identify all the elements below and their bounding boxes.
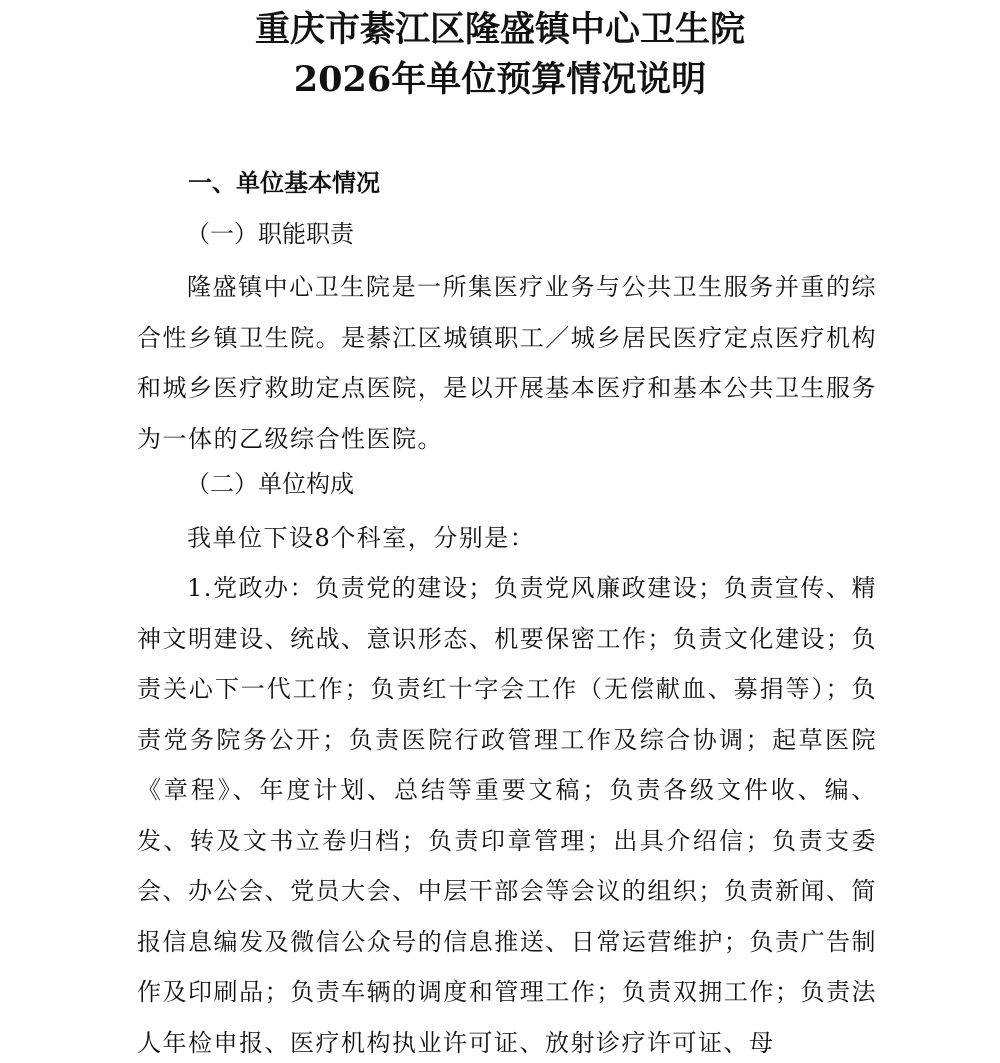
document-title-line1: 重庆市綦江区隆盛镇中心卫生院 [254, 9, 745, 50]
document-title-line2: 2026年单位预算情况说明 [293, 59, 707, 100]
department-item-party-office: 1.党政办：负责党的建设；负责党风廉政建设；负责宣传、精神文明建设、统战、意识形态、机要保密工作；负责文化建设；负责关心下一代工作；负责红十字会工作（无偿献血、募捐等）；负责党务院务公开；负责医院行政管理工作及综合协调；起草医院《章程》、年度计划、总结等重要文稿；负责各级文件收、编、发、转及文书立卷归档；负责印章管理；出具介绍信；负责支委会、办公会、党员大会、中层干部会等会议的组织；负责新闻、简报信息编发及微信公众号的信息推送、日常运营维护；负责广告制作及印刷品；负责车辆的调度和管理工作；负责双拥工作；负责法人年检申报、医疗机构执业许可证、放射诊疗许可证、母 [137, 574, 877, 1057]
subsection-heading-duties: （一）职能职责 [186, 220, 354, 248]
subsection-heading-composition: （二）单位构成 [186, 470, 354, 498]
section-heading-basic-info: 一、单位基本情况 [188, 169, 380, 197]
composition-intro-paragraph: 我单位下设8个科室，分别是： [187, 524, 536, 552]
duties-paragraph: 隆盛镇中心卫生院是一所集医疗业务与公共卫生服务并重的综合性乡镇卫生院。是綦江区城镇职工／城乡居民医疗定点医疗机构和城乡医疗救助定点医院，是以开展基本医疗和基本公共卫生服务为一体的乙级综合性医院。 [137, 273, 877, 453]
